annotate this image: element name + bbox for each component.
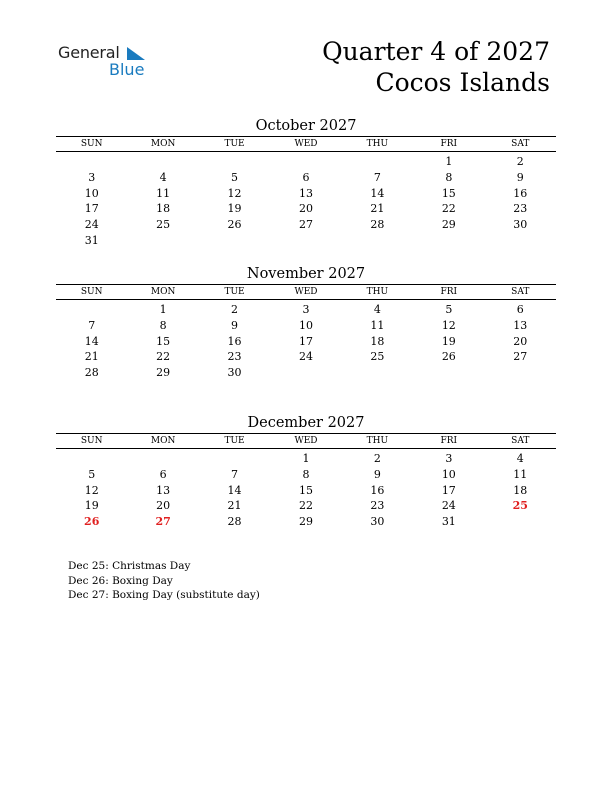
month-october bbox=[56, 116, 556, 249]
day-cell: 13 bbox=[156, 483, 171, 497]
day-cell: 6 bbox=[302, 170, 310, 184]
week-row bbox=[56, 349, 556, 365]
week-row bbox=[56, 170, 556, 186]
day-cell: 8 bbox=[159, 318, 167, 332]
day-cell: 7 bbox=[231, 467, 239, 481]
day-cell: 27 bbox=[513, 350, 528, 364]
week-row bbox=[56, 233, 556, 249]
day-cell: 11 bbox=[513, 467, 528, 481]
month-title: October 2027 bbox=[255, 118, 357, 134]
day-cell bbox=[413, 233, 484, 249]
day-cell: 21 bbox=[84, 350, 99, 364]
weekday-header: SAT bbox=[485, 285, 556, 300]
week-row bbox=[56, 334, 556, 350]
weekday-header: TUE bbox=[199, 285, 270, 300]
weekday-header: SUN bbox=[56, 285, 127, 300]
day-cell: 9 bbox=[231, 318, 239, 332]
day-cell: 15 bbox=[441, 186, 456, 200]
day-cell: 19 bbox=[84, 499, 99, 513]
day-cell: 16 bbox=[513, 186, 528, 200]
weekday-header: FRI bbox=[413, 434, 484, 449]
day-cell: 16 bbox=[227, 334, 242, 348]
day-cell: 11 bbox=[370, 318, 385, 332]
day-cell: 17 bbox=[441, 483, 456, 497]
day-cell: 24 bbox=[84, 218, 99, 232]
day-cell bbox=[56, 451, 127, 467]
day-cell: 26 bbox=[441, 350, 456, 364]
day-cell: 12 bbox=[441, 318, 456, 332]
day-cell: 31 bbox=[441, 515, 456, 529]
week-row bbox=[56, 498, 556, 514]
day-cell: 11 bbox=[156, 186, 171, 200]
day-cell: 20 bbox=[156, 499, 171, 513]
calendar-table bbox=[56, 136, 556, 249]
day-cell: 5 bbox=[231, 170, 239, 184]
day-cell bbox=[342, 365, 413, 381]
day-cell bbox=[270, 154, 341, 170]
day-cell: 17 bbox=[84, 202, 99, 216]
page-subtitle: Cocos Islands bbox=[375, 68, 550, 97]
day-cell: 16 bbox=[370, 483, 385, 497]
day-cell: 1 bbox=[445, 155, 453, 168]
day-cell: 4 bbox=[159, 170, 167, 184]
week-row bbox=[56, 302, 556, 318]
day-cell: 10 bbox=[441, 467, 456, 481]
day-cell: 22 bbox=[298, 499, 313, 513]
day-cell: 6 bbox=[159, 467, 167, 481]
calendar-table bbox=[56, 433, 556, 530]
weekday-header: FRI bbox=[413, 137, 484, 152]
day-cell bbox=[56, 154, 127, 170]
holiday-notes bbox=[68, 559, 260, 603]
holiday-note: Dec 26: Boxing Day bbox=[68, 574, 173, 587]
day-cell: 15 bbox=[156, 334, 171, 348]
day-cell: 1 bbox=[302, 452, 310, 465]
day-cell: 5 bbox=[88, 467, 96, 481]
day-cell: 1 bbox=[159, 303, 167, 316]
week-row bbox=[56, 483, 556, 499]
day-cell: 17 bbox=[298, 334, 313, 348]
day-cell bbox=[342, 154, 413, 170]
day-cell: 22 bbox=[156, 350, 171, 364]
day-cell: 13 bbox=[298, 186, 313, 200]
day-cell: 3 bbox=[445, 452, 453, 465]
day-cell: 18 bbox=[156, 202, 171, 216]
day-cell: 4 bbox=[373, 303, 381, 316]
month-title: December 2027 bbox=[247, 415, 365, 431]
day-cell: 8 bbox=[445, 170, 453, 184]
week-row bbox=[56, 451, 556, 467]
day-cell: 2 bbox=[231, 303, 239, 316]
day-cell: 18 bbox=[513, 483, 528, 497]
day-cell: 7 bbox=[88, 318, 96, 332]
day-cell: 26 bbox=[84, 515, 100, 529]
day-cell: 29 bbox=[441, 218, 456, 232]
day-cell bbox=[485, 233, 556, 249]
day-cell: 23 bbox=[513, 202, 528, 216]
day-cell bbox=[199, 451, 270, 467]
day-cell: 28 bbox=[84, 366, 99, 380]
day-cell bbox=[127, 233, 198, 249]
week-row bbox=[56, 186, 556, 202]
day-cell: 10 bbox=[84, 186, 99, 200]
day-cell: 3 bbox=[88, 170, 96, 184]
day-cell: 20 bbox=[298, 202, 313, 216]
page-title: Quarter 4 of 2027 bbox=[322, 37, 550, 66]
day-cell: 22 bbox=[441, 202, 456, 216]
logo-word-general: General bbox=[58, 43, 120, 62]
day-cell: 21 bbox=[370, 202, 385, 216]
month-november bbox=[56, 264, 556, 381]
weekday-header: MON bbox=[127, 285, 198, 300]
day-cell: 7 bbox=[373, 170, 381, 184]
day-cell: 12 bbox=[227, 186, 242, 200]
week-row bbox=[56, 318, 556, 334]
week-row bbox=[56, 467, 556, 483]
week-row bbox=[56, 365, 556, 381]
week-row bbox=[56, 154, 556, 170]
day-cell: 25 bbox=[512, 499, 528, 513]
day-cell bbox=[56, 302, 127, 318]
day-cell: 2 bbox=[516, 155, 524, 168]
generalblue-logo bbox=[58, 43, 168, 83]
day-cell: 23 bbox=[370, 499, 385, 513]
day-cell: 23 bbox=[227, 350, 242, 364]
day-cell: 29 bbox=[298, 515, 313, 529]
day-cell: 25 bbox=[156, 218, 171, 232]
day-cell: 14 bbox=[84, 334, 99, 348]
week-row bbox=[56, 201, 556, 217]
weekday-header: MON bbox=[127, 434, 198, 449]
day-cell: 15 bbox=[298, 483, 313, 497]
day-cell: 26 bbox=[227, 218, 242, 232]
day-cell: 28 bbox=[370, 218, 385, 232]
day-cell: 30 bbox=[513, 218, 528, 232]
holiday-note: Dec 25: Christmas Day bbox=[68, 560, 191, 572]
day-cell: 9 bbox=[373, 467, 381, 481]
weekday-header: FRI bbox=[413, 285, 484, 300]
day-cell: 6 bbox=[516, 303, 524, 316]
week-row bbox=[56, 217, 556, 233]
day-cell: 3 bbox=[302, 303, 310, 316]
day-cell: 2 bbox=[373, 452, 381, 465]
day-cell: 30 bbox=[370, 515, 385, 529]
day-cell: 24 bbox=[441, 499, 456, 513]
weekday-header: SUN bbox=[56, 137, 127, 152]
day-cell: 9 bbox=[516, 170, 524, 184]
month-december bbox=[56, 413, 556, 530]
day-cell: 24 bbox=[298, 350, 313, 364]
day-cell: 19 bbox=[227, 202, 242, 216]
day-cell: 30 bbox=[227, 366, 242, 380]
weekday-header: WED bbox=[270, 434, 341, 449]
logo-word-blue: Blue bbox=[109, 60, 145, 79]
day-cell: 18 bbox=[370, 334, 385, 348]
day-cell bbox=[413, 365, 484, 381]
day-cell bbox=[199, 154, 270, 170]
calendar-table bbox=[56, 284, 556, 381]
day-cell: 29 bbox=[156, 366, 171, 380]
weekday-header: SAT bbox=[485, 137, 556, 152]
day-cell: 27 bbox=[298, 218, 313, 232]
weekday-header: THU bbox=[342, 137, 413, 152]
day-cell bbox=[342, 233, 413, 249]
day-cell: 20 bbox=[513, 334, 528, 348]
day-cell: 28 bbox=[227, 515, 242, 529]
day-cell: 13 bbox=[513, 318, 528, 332]
weekday-header: MON bbox=[127, 137, 198, 152]
day-cell bbox=[270, 365, 341, 381]
day-cell: 8 bbox=[302, 467, 310, 481]
day-cell bbox=[485, 365, 556, 381]
day-cell bbox=[485, 514, 556, 530]
day-cell: 10 bbox=[298, 318, 313, 332]
weekday-header: THU bbox=[342, 285, 413, 300]
holiday-note: Dec 27: Boxing Day (substitute day) bbox=[68, 589, 260, 602]
weekday-header: WED bbox=[270, 137, 341, 152]
day-cell: 25 bbox=[370, 350, 385, 364]
day-cell bbox=[270, 233, 341, 249]
weekday-header: TUE bbox=[199, 137, 270, 152]
day-cell: 12 bbox=[84, 483, 99, 497]
month-title: November 2027 bbox=[246, 266, 366, 282]
weekday-header: SAT bbox=[485, 434, 556, 449]
header bbox=[322, 36, 550, 98]
weekday-header: SUN bbox=[56, 434, 127, 449]
day-cell: 31 bbox=[84, 233, 99, 247]
day-cell bbox=[127, 154, 198, 170]
week-row bbox=[56, 514, 556, 530]
day-cell: 4 bbox=[516, 452, 524, 465]
day-cell: 21 bbox=[227, 499, 242, 513]
day-cell: 27 bbox=[155, 515, 171, 529]
day-cell: 19 bbox=[441, 334, 456, 348]
day-cell bbox=[127, 451, 198, 467]
weekday-header: TUE bbox=[199, 434, 270, 449]
weekday-header: THU bbox=[342, 434, 413, 449]
day-cell: 14 bbox=[370, 186, 385, 200]
weekday-header: WED bbox=[270, 285, 341, 300]
day-cell: 14 bbox=[227, 483, 242, 497]
day-cell: 5 bbox=[445, 303, 453, 316]
day-cell bbox=[199, 233, 270, 249]
